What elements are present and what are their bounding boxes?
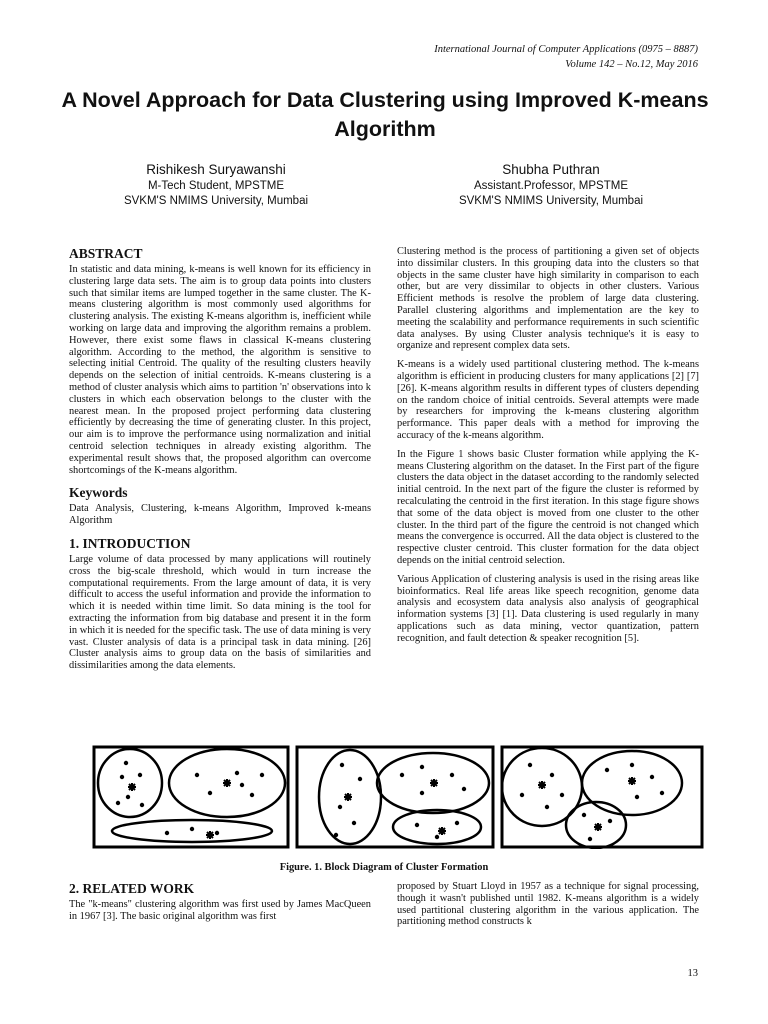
panel-3-frame	[502, 747, 702, 847]
centroid-marker	[206, 831, 214, 839]
author-1	[66, 160, 366, 209]
centroid-marker	[223, 779, 231, 787]
paragraph: Various Application of clustering analysis is used in the rising areas like bioinformatics. Real life areas like speech recognition, genome data analysis and ecosystem data analysis also analysis of geographical information systems [3] [1]. Data clustering is used regularly in many applications such as data mining, vector quantization, pattern recognition, and fault detection & speaker recognition [5].	[397, 573, 699, 644]
journal-volume: Volume 142 – No.12, May 2016	[565, 59, 698, 70]
related-work-left	[69, 881, 371, 923]
related-work-right	[397, 881, 699, 928]
centroid-marker	[628, 777, 636, 785]
introduction-heading: 1. INTRODUCTION	[69, 535, 191, 551]
centroid-marker	[344, 793, 352, 801]
keywords-heading: Keywords	[69, 485, 128, 501]
centroid-marker	[128, 783, 136, 791]
related-work-text: The "k-means" clustering algorithm was first used by James MacQueen in 1967 [3]. The basic original algorithm was first	[69, 899, 371, 922]
left-column	[69, 246, 371, 679]
paragraph: In the Figure 1 shows basic Cluster formation while applying the K-means Clustering algorithm on the dataset. In the First part of the figure clusters the data object in the dataset according to the randomly selected initial centroid. In the next part of the figure the cluster is reformed by recalculating the centroid in the first iteration. In this stage figure shows that some of the data object is moved from one cluster to the other cluster. In the third part of the figure the centroid is not changed which means the convergence is occurred. All the data object is clustered to the respective cluster centroid. This cluster formation for the data object depends on the initial centroid selection.	[397, 448, 699, 566]
centroid-marker	[594, 823, 602, 831]
right-column	[397, 246, 699, 652]
panel-1-frame	[94, 747, 288, 847]
centroid-marker	[538, 781, 546, 789]
author-affiliation: SVKM'S NMIMS University, Mumbai	[123, 195, 309, 207]
journal-name: International Journal of Computer Applications (0975 – 8887)	[434, 44, 698, 55]
author-name: Rishikesh Suryawanshi	[146, 162, 286, 177]
centroid-marker	[438, 827, 446, 835]
cluster-formation-figure	[92, 745, 704, 849]
centroid-marker	[430, 779, 438, 787]
keywords-text: Data Analysis, Clustering, k-means Algorithm, Improved k-means Algorithm	[69, 503, 371, 527]
journal-header	[434, 42, 698, 72]
cluster-ellipse	[98, 749, 162, 817]
related-work-continued: proposed by Stuart Lloyd in 1957 as a technique for signal processing, though it wasn't published until 1982. K-means algorithm is a widely used partitional clustering algorithm in the various application. The partitioning method constructs k	[397, 881, 699, 928]
abstract-heading: ABSTRACT	[69, 246, 143, 261]
author-name: Shubha Puthran	[502, 162, 600, 177]
paragraph: Clustering method is the process of partitioning a given set of objects into dissimilar clusters. In this grouping data into the clusters so that objects in the same cluster have high similarity in comparison to each other, but are very dissimilar to objects in other clusters. Various Efficient methods is resolve the problem of large data clustering. Parallel clustering algorithms and implementation are the key to meeting the scalability and performance requirements in such scientific data analyses. By using Cluster analysis technique's it is easy to organize and represent complex data sets.	[397, 246, 699, 352]
paper-title: A Novel Approach for Data Clustering using Improved K-means Algorithm	[61, 88, 709, 141]
page-number: 13	[687, 968, 698, 979]
author-role: Assistant.Professor, MPSTME	[473, 180, 628, 192]
author-2	[401, 160, 701, 209]
introduction-text: Large volume of data processed by many applications will routinely cross the big-scale threshold, which would in turn increase the computational requirements. From the large amount of data, it is very difficult to access the useful information and provide the information to which it is needed within time limit. So data mining is the tool for extracting the information from big database and present it in the form in which it is needed for the specific task. The use of data mining is very vast. Cluster analysis of data is a principal task in data mining. [26] Cluster analysis aims to group data on the basis of similarities and dissimilarities among the data elements.	[69, 553, 371, 672]
author-role: M-Tech Student, MPSTME	[147, 180, 285, 192]
related-work-heading: 2. RELATED WORK	[69, 881, 195, 896]
figure-caption: Figure. 1. Block Diagram of Cluster Formation	[279, 862, 489, 873]
abstract-text: In statistic and data mining, k-means is well known for its efficiency in clustering large data sets. The aim is to group data points into clusters such that similar items are lumped together in the same cluster. The K-means clustering algorithm is most commonly used algorithms for clustering analysis. The existing K-means algorithm is, inefficient while working on large data and improving the algorithm remains a problem. However, there exist some flaws in classical K-means clustering algorithm. According to the method, the algorithm is sensitive to selecting initial Centroid. The quality of the resulting clusters heavily depends on the selection of initial centroids. K-means clustering is a method of cluster analysis which aims to partition 'n' observations into k clusters in which each observation belongs to the cluster with the nearest mean. In the proposed project performing data clustering efficiently by decreasing the time of generating cluster. In this project, our aim is to improve the performance using normalization and initial centroid selection techniques in already existing algorithm. The experimental result shows that, the proposed algorithm can overcome shortcomings of the K-means algorithm.	[69, 264, 371, 476]
author-affiliation: SVKM'S NMIMS University, Mumbai	[458, 195, 644, 207]
paragraph: K-means is a widely used partitional clustering method. The k-means algorithm is efficient in producing clusters for many applications [2] [7] [26]. K-means algorithm results in different types of clusters depending on the random choice of initial centroids. Several attempts were made by researchers for improving the k-means clustering algorithm performance. This paper deals with a method for improving the accuracy of the k-means algorithm.	[397, 359, 699, 441]
cluster-diagram	[92, 745, 704, 849]
